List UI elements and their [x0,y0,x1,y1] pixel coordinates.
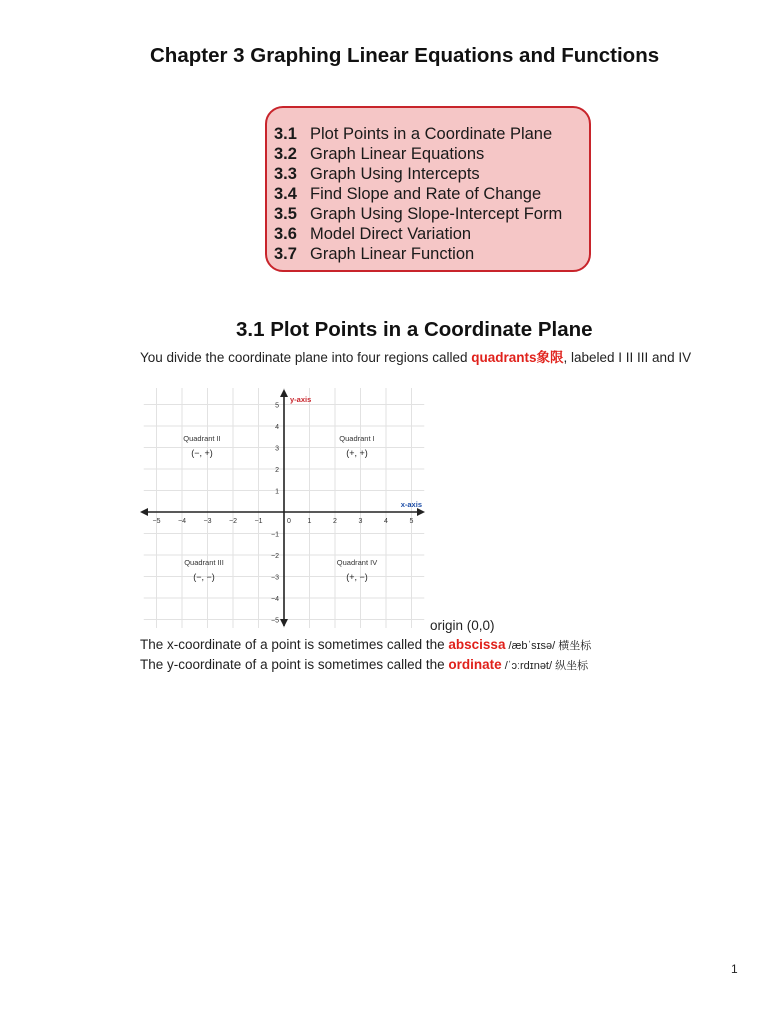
x-tick-label: 3 [358,518,363,525]
coordinate-plane-graph [140,388,425,628]
quadrant-signs: (−, +) [191,448,213,458]
quadrant-name: Quadrant I [339,434,375,443]
ordinate-text: The y-coordinate of a point is sometimes called the [140,657,449,672]
y-tick-label: −1 [271,531,279,539]
toc-item [274,144,562,164]
x-tick-label: 5 [409,518,414,525]
quadrant-name: Quadrant IV [336,558,378,567]
toc-item [274,164,562,184]
toc-item-number: 3.2 [274,145,297,163]
x-tick-label: −4 [178,518,186,525]
toc-item [274,204,562,224]
intro-paragraph [140,348,730,368]
toc-item-number: 3.3 [274,165,297,183]
toc-item-label: Graph Using Intercepts [310,165,480,183]
x-axis-label: x-axis [400,500,422,509]
x-axis-arrow-left [140,508,148,516]
section-title: 3.1 Plot Points in a Coordinate Plane [236,318,593,341]
quadrants-term: quadrants象限 [471,350,564,365]
x-tick-label: −3 [203,518,212,525]
ordinate-pronunciation: /ˈɔːrdɪnət/ 纵坐标 [501,660,589,672]
page-number: 1 [731,962,738,976]
abscissa-pronunciation: /æbˈsɪsə/ 横坐标 [505,640,592,652]
y-axis-arrow-up [280,389,288,397]
y-tick-label: −4 [271,596,279,603]
y-tick-label: −3 [271,574,279,582]
y-tick-label: 5 [275,402,279,410]
toc-item-number: 3.7 [274,245,297,263]
quadrant-signs: (+, −) [346,572,368,582]
intro-text-end: , labeled I II III and IV [563,350,692,365]
x-axis-arrow-right [417,508,425,516]
table-of-contents [265,106,591,272]
toc-item-label: Graph Linear Equations [310,145,485,163]
toc-item [274,224,562,244]
toc-item-label: Model Direct Variation [310,225,472,243]
origin-label: origin (0,0) [430,618,495,633]
quadrant-signs: (+, +) [346,448,368,458]
abscissa-term: abscissa [448,637,506,652]
toc-item-number: 3.5 [274,205,297,223]
intro-text: You divide the coordinate plane into four regions called [140,350,472,365]
x-tick-label: 0 [287,518,291,525]
toc-item [274,184,562,204]
abscissa-line [140,637,591,653]
chapter-title: Chapter 3 Graphing Linear Equations and Functions [150,44,660,67]
toc-item [274,124,562,144]
ordinate-line [140,657,588,673]
ordinate-term: ordinate [448,657,502,672]
x-tick-label: −5 [152,518,161,525]
y-tick-label: −5 [271,617,279,625]
abscissa-text: The x-coordinate of a point is sometimes called the [140,637,449,652]
toc-item-label: Graph Using Slope-Intercept Form [310,205,563,223]
toc-item-label: Graph Linear Function [310,245,475,263]
x-tick-label: −2 [229,518,237,525]
quadrant-name: Quadrant III [184,558,224,567]
y-tick-label: 3 [275,445,279,453]
x-tick-label: 1 [307,518,312,525]
y-tick-label: 2 [275,467,279,474]
toc-item-number: 3.4 [274,185,297,203]
quadrant-name: Quadrant II [183,434,221,443]
x-tick-label: −1 [254,518,263,525]
toc-item-number: 3.1 [274,125,297,143]
quadrant-signs: (−, −) [193,572,215,582]
x-tick-label: 2 [333,518,337,525]
toc-item-number: 3.6 [274,225,297,243]
y-axis-arrow-down [280,619,288,627]
y-tick-label: −2 [271,553,279,560]
toc-list [274,124,562,264]
y-axis-label: y-axis [290,395,312,404]
y-tick-label: 1 [275,488,279,496]
y-tick-label: 4 [275,424,279,431]
toc-item [274,244,562,264]
x-tick-label: 4 [384,518,388,525]
toc-item-label: Find Slope and Rate of Change [310,185,542,203]
toc-item-label: Plot Points in a Coordinate Plane [310,125,553,143]
